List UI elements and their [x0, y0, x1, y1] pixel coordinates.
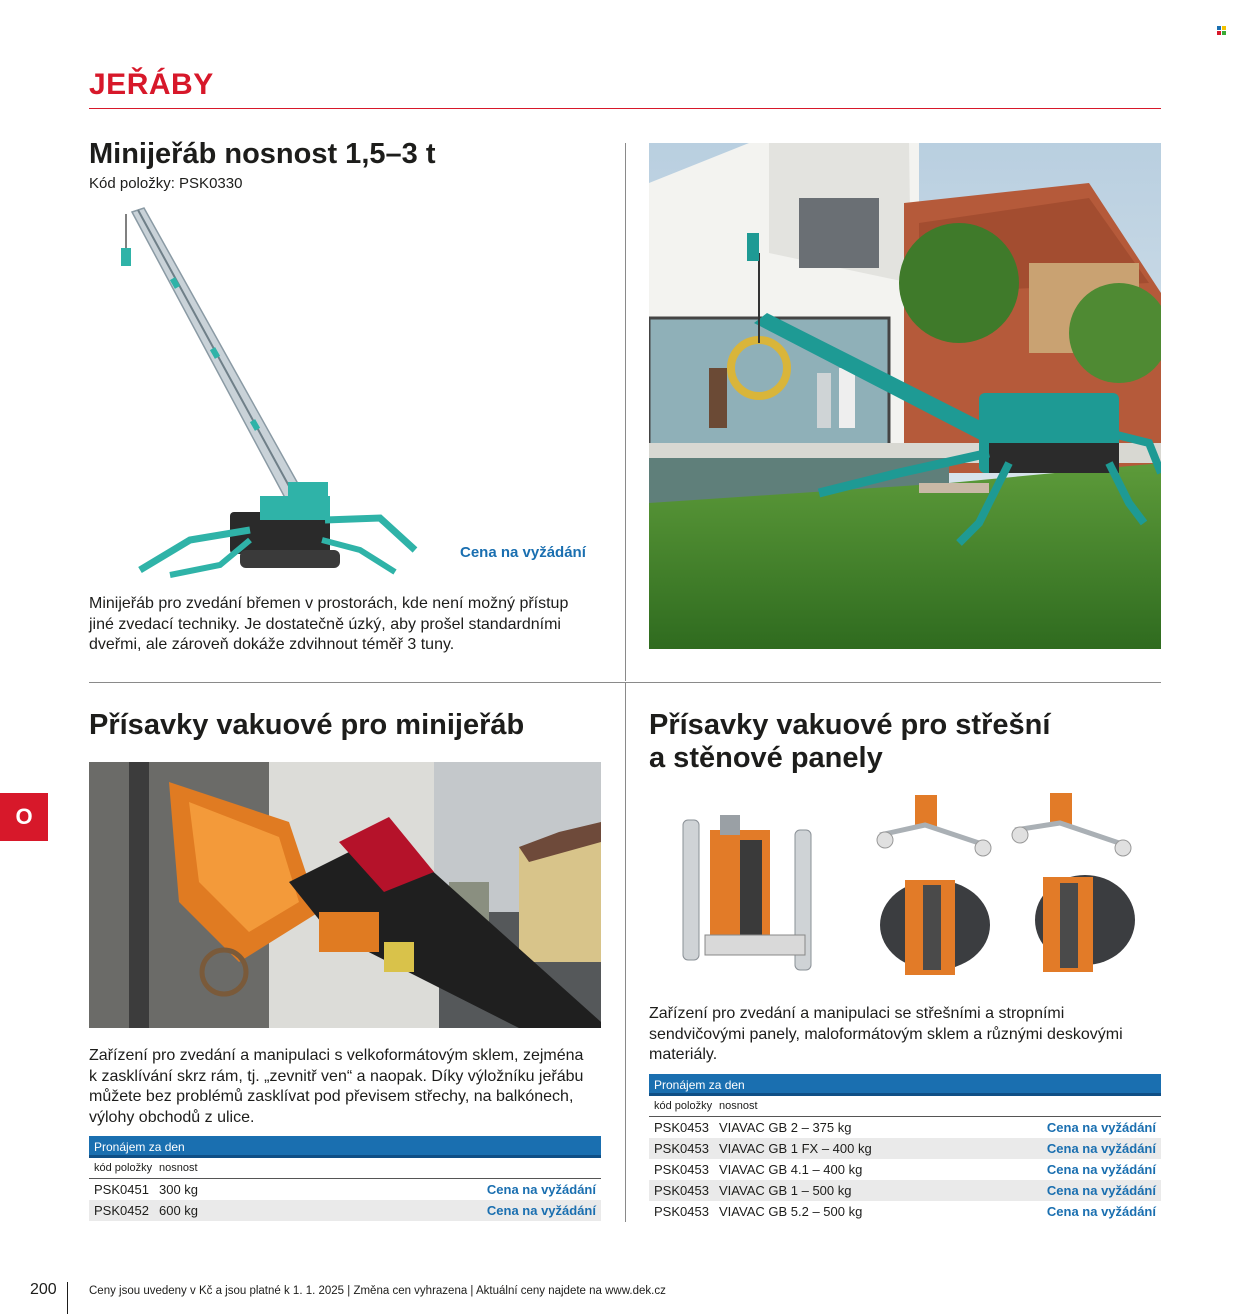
minicrane-description-line: dveřmi, ale zároveň dokáže zdvihnout téměř 3 tuny.: [89, 636, 455, 653]
column-capacity: nosnost: [719, 1100, 758, 1112]
row-code: PSK0452: [94, 1203, 149, 1218]
page-number: 200: [30, 1281, 57, 1298]
price-table-column-headers: [89, 1158, 601, 1179]
table-row: [89, 1200, 601, 1221]
table-row: [649, 1138, 1161, 1159]
row-capacity: 600 kg: [159, 1203, 199, 1218]
vacuum-panels-description: [649, 1004, 1161, 1066]
price-table-header: Pronájem za den: [89, 1136, 601, 1158]
row-price[interactable]: Cena na vyžádání: [1046, 1204, 1156, 1219]
price-table-column-headers: [649, 1096, 1161, 1117]
price-table-header: Pronájem za den: [649, 1074, 1161, 1096]
row-code: PSK0453: [654, 1162, 709, 1177]
vacuum-panels-title-line: Přísavky vakuové pro střešní: [649, 709, 1051, 741]
vacuum-crane-description: [89, 1046, 614, 1128]
table-row: [649, 1117, 1161, 1138]
minicrane-site-photo: [649, 143, 1161, 649]
minicrane-product-image: [110, 200, 430, 580]
minicrane-code: Kód položky: PSK0330: [89, 175, 243, 192]
row-code: PSK0451: [94, 1182, 149, 1197]
minicrane-description-line: jiné zvedací techniky. Je dostatečně úzký, aby prošel standardními: [89, 615, 561, 633]
vacuum-crane-price-table: [89, 1136, 601, 1221]
title-rule: [89, 108, 1161, 109]
row-price[interactable]: Cena na vyžádání: [1046, 1141, 1156, 1156]
vacuum-panels-description-line: materiály.: [649, 1046, 718, 1063]
vacuum-crane-photo: [89, 762, 601, 1028]
row-code: PSK0453: [654, 1141, 709, 1156]
row-code: PSK0453: [654, 1120, 709, 1135]
vacuum-crane-title: Přísavky vakuové pro minijeřáb: [89, 709, 525, 741]
row-capacity: VIAVAC GB 5.2 – 500 kg: [719, 1204, 863, 1219]
row-price[interactable]: Cena na vyžádání: [1046, 1120, 1156, 1135]
row-code: PSK0453: [654, 1183, 709, 1198]
vacuum-crane-description-line: můžete bez problémů zasklívat pod převisem střechy, na balkónech,: [89, 1088, 574, 1105]
row-capacity: VIAVAC GB 1 FX – 400 kg: [719, 1141, 872, 1156]
row-capacity: VIAVAC GB 2 – 375 kg: [719, 1120, 852, 1135]
table-row: [89, 1179, 601, 1200]
table-row: [649, 1201, 1161, 1222]
column-capacity: nosnost: [159, 1162, 198, 1174]
minicrane-description-line: Minijeřáb pro zvedání břemen v prostorách, kde není možný přístup: [89, 595, 569, 612]
row-price[interactable]: Cena na vyžádání: [1046, 1183, 1156, 1198]
row-capacity: 300 kg: [159, 1182, 199, 1197]
section-title: JEŘÁBY: [89, 68, 214, 101]
minicrane-price[interactable]: Cena na vyžádání: [460, 544, 586, 561]
vacuum-panels-description-line: Zařízení pro zvedání a manipulaci se střešními a stropními: [649, 1005, 1065, 1022]
vacuum-panels-description-line: sendvičovými panely, maloformátovým sklem a různými deskovými: [649, 1025, 1123, 1043]
table-row: [649, 1159, 1161, 1180]
vacuum-panels-product-image: [665, 785, 1145, 985]
row-code: PSK0453: [654, 1204, 709, 1219]
vacuum-crane-description-line: výlohy obchodů z ulice.: [89, 1108, 255, 1126]
row-price[interactable]: Cena na vyžádání: [1046, 1162, 1156, 1177]
column-code: kód položky: [94, 1162, 153, 1174]
row-price[interactable]: Cena na vyžádání: [486, 1182, 596, 1197]
row-capacity: VIAVAC GB 1 – 500 kg: [719, 1183, 852, 1198]
minicrane-description: [89, 594, 609, 656]
vacuum-crane-description-line: Zařízení pro zvedání a manipulaci s velkoformátovým sklem, zejména: [89, 1047, 584, 1064]
column-divider-top: [625, 143, 626, 681]
footer-rule: [67, 1282, 68, 1314]
vacuum-panels-price-table: [649, 1074, 1161, 1222]
vacuum-crane-description-line: k zasklívání skrz rám, tj. „zevnitř ven“ a naopak. Díky výložníku jeřábu: [89, 1067, 584, 1085]
row-capacity: VIAVAC GB 4.1 – 400 kg: [719, 1162, 863, 1177]
brand-mark-icon: [1217, 26, 1226, 35]
column-divider-bottom: [625, 682, 626, 1222]
vacuum-panels-title: [649, 709, 1050, 775]
minicrane-title: Minijeřáb nosnost 1,5–3 t: [89, 138, 436, 170]
chapter-tab: O: [0, 793, 48, 841]
column-code: kód položky: [654, 1100, 713, 1112]
vacuum-panels-title-line: a stěnové panely: [649, 742, 883, 774]
footer-note: Ceny jsou uvedeny v Kč a jsou platné k 1. 1. 2025 | Změna cen vyhrazena | Aktuální ceny najdete na www.dek.cz: [89, 1285, 666, 1297]
row-price[interactable]: Cena na vyžádání: [486, 1203, 596, 1218]
table-row: [649, 1180, 1161, 1201]
